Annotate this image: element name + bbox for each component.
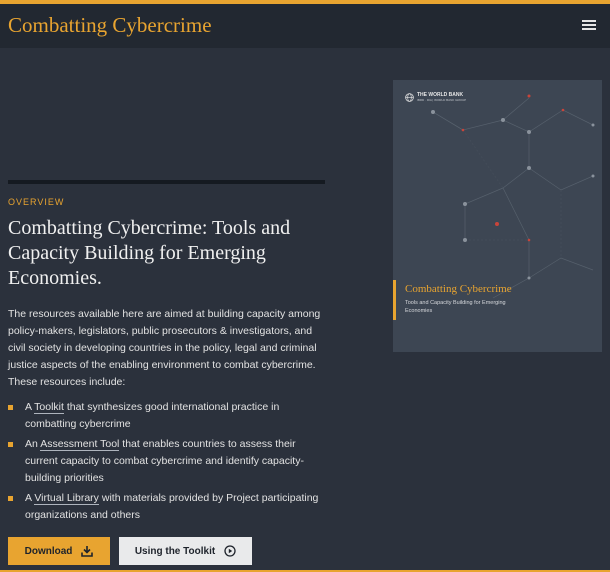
section-eyebrow: OVERVIEW: [8, 197, 65, 207]
list-item: An Assessment Tool that enables countries to assess their current capacity to combat cybercrime and identify capacity-building priorities: [8, 436, 330, 487]
list-item: A Toolkit that synthesizes good international practice in combatting cybercrime: [8, 399, 330, 433]
download-button-label: Download: [24, 545, 73, 557]
using-toolkit-button-label: Using the Toolkit: [134, 545, 216, 557]
cover-accent-bar: [393, 280, 396, 320]
using-toolkit-button[interactable]: [119, 537, 252, 565]
list-item: A Virtual Library with materials provided by Project participating organizations and others: [8, 490, 330, 524]
bullet-square-icon: [8, 442, 13, 447]
cover-subtitle: Tools and Capacity Building for Emerging Economies: [405, 300, 506, 314]
resource-list: [8, 399, 330, 527]
globe-icon: [405, 93, 414, 102]
page-headline: Combatting Cybercrime: Tools and Capacity Building for Emerging Economies.: [8, 217, 291, 289]
download-button[interactable]: [8, 537, 110, 565]
section-divider: [8, 180, 325, 184]
assessment-tool-link[interactable]: Assessment Tool: [40, 438, 120, 450]
bullet-square-icon: [8, 405, 13, 410]
cover-title: Combatting Cybercrime: [405, 283, 512, 295]
site-header: [0, 4, 610, 48]
virtual-library-link[interactable]: Virtual Library: [34, 492, 99, 504]
play-circle-icon: [224, 545, 236, 557]
report-cover-image: [393, 80, 602, 352]
download-icon: [81, 546, 93, 557]
hamburger-icon[interactable]: [582, 20, 596, 32]
intro-paragraph: The resources available here are aimed at building capacity among policy-makers, legislators, public prosecutors & investigators, and civil society in developing countries in the policy, legal and criminal justice aspects of the enabling environment to combat cybercrime. These resources include:: [8, 308, 321, 388]
world-bank-logo: THE WORLD BANK IBRD · IDA | WORLD BANK GROUP: [405, 93, 466, 102]
toolkit-link[interactable]: Toolkit: [34, 401, 64, 413]
site-title[interactable]: Combatting Cybercrime: [8, 13, 212, 37]
bullet-square-icon: [8, 496, 13, 501]
